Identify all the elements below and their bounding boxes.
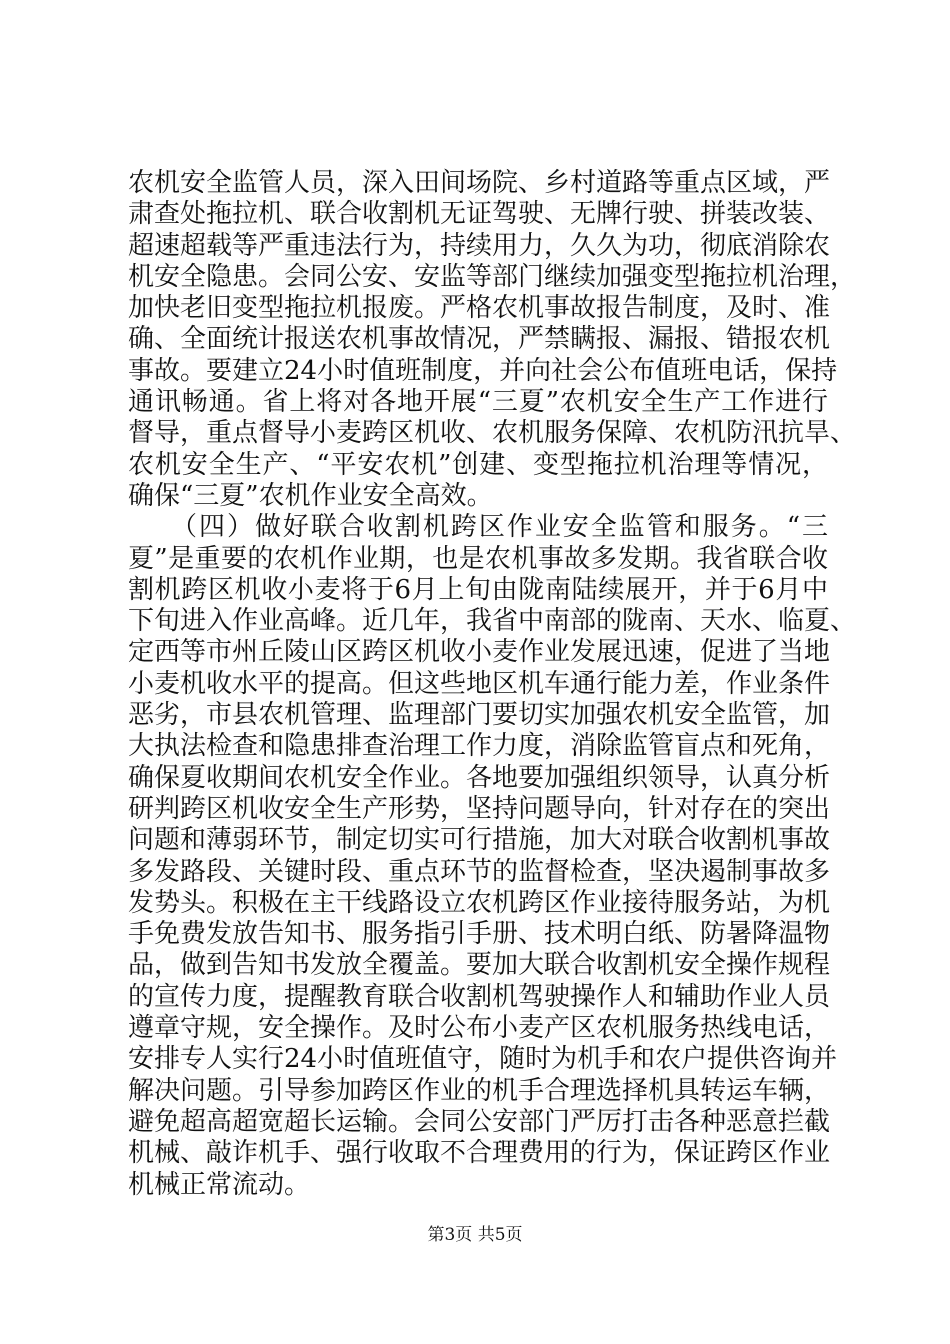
- text-line: 解决问题。引导参加跨区作业的机手合理选择机具转运车辆，: [128, 1075, 831, 1106]
- text-line: 割机跨区机收小麦将于6月上旬由陇南陆续展开，并于6月中: [128, 574, 828, 605]
- text-line: 夏”是重要的农机作业期，也是农机事故多发期。我省联合收: [128, 543, 828, 574]
- text-line: 机械正常流动。: [128, 1169, 311, 1200]
- text-line: （四）做好联合收割机跨区作业安全监管和服务。“三: [128, 512, 828, 543]
- text-line: 恶劣，市县农机管理、监理部门要切实加强农机安全监管，加: [128, 700, 831, 731]
- text-line: 事故。要建立24小时值班制度，并向社会公布值班电话，保持: [128, 355, 838, 386]
- text-line: 农机安全生产、“平安农机”创建、变型拖拉机治理等情况，: [128, 449, 828, 480]
- text-line: 安排专人实行24小时值班值守，随时为机手和农户提供咨询并: [128, 1044, 838, 1075]
- text-line: 农机安全监管人员，深入田间场院、乡村道路等重点区域，严: [128, 168, 831, 198]
- text-line: 超速超载等严重违法行为，持续用力，久久为功，彻底消除农: [128, 230, 831, 261]
- page-number-footer: 第3页 共5页: [427, 1225, 523, 1245]
- text-line: 大执法检查和隐患排查治理工作力度，消除监管盲点和死角，: [128, 731, 831, 762]
- document-body: [128, 168, 857, 1201]
- text-line: 问题和薄弱环节，制定切实可行措施，加大对联合收割机事故: [128, 825, 831, 856]
- text-line: 发势头。积极在主干线路设立农机跨区作业接待服务站，为机: [128, 887, 831, 918]
- text-line: 的宣传力度，提醒教育联合收割机驾驶操作人和辅助作业人员: [128, 981, 831, 1012]
- text-line: 督导，重点督导小麦跨区机收、农机服务保障、农机防汛抗旱、: [128, 418, 857, 449]
- text-line: 下旬进入作业高峰。近几年，我省中南部的陇南、天水、临夏、: [128, 606, 857, 637]
- text-line: 手免费发放告知书、服务指引手册、技术明白纸、防暑降温物: [128, 919, 831, 950]
- text-line: 多发路段、关键时段、重点环节的监督检查，坚决遏制事故多: [128, 856, 831, 887]
- text-line: 确、全面统计报送农机事故情况，严禁瞒报、漏报、错报农机: [128, 324, 831, 355]
- text-line: 小麦机收水平的提高。但这些地区机车通行能力差，作业条件: [128, 668, 831, 699]
- text-line: 遵章守规，安全操作。及时公布小麦产区农机服务热线电话，: [128, 1013, 831, 1044]
- text-line: 机械、敲诈机手、强行收取不合理费用的行为，保证跨区作业: [128, 1138, 831, 1169]
- text-line: 通讯畅通。省上将对各地开展“三夏”农机安全生产工作进行: [128, 387, 828, 418]
- text-line: 定西等市州丘陵山区跨区机收小麦作业发展迅速，促进了当地: [128, 637, 831, 668]
- text-line: 避免超高超宽超长运输。会同公安部门严厉打击各种恶意拦截: [128, 1106, 831, 1137]
- text-line: 确保“三夏”农机作业安全高效。: [128, 480, 493, 511]
- text-line: 品，做到告知书发放全覆盖。要加大联合收割机安全操作规程: [128, 950, 831, 981]
- text-line: 研判跨区机收安全生产形势，坚持问题导向，针对存在的突出: [128, 793, 831, 824]
- text-line: 确保夏收期间农机安全作业。各地要加强组织领导，认真分析: [128, 762, 831, 793]
- text-line: 机安全隐患。会同公安、安监等部门继续加强变型拖拉机治理，: [128, 261, 857, 292]
- text-line: 加快老旧变型拖拉机报废。严格农机事故报告制度，及时、准: [128, 293, 831, 324]
- text-line: 肃查处拖拉机、联合收割机无证驾驶、无牌行驶、拼装改装、: [128, 199, 831, 230]
